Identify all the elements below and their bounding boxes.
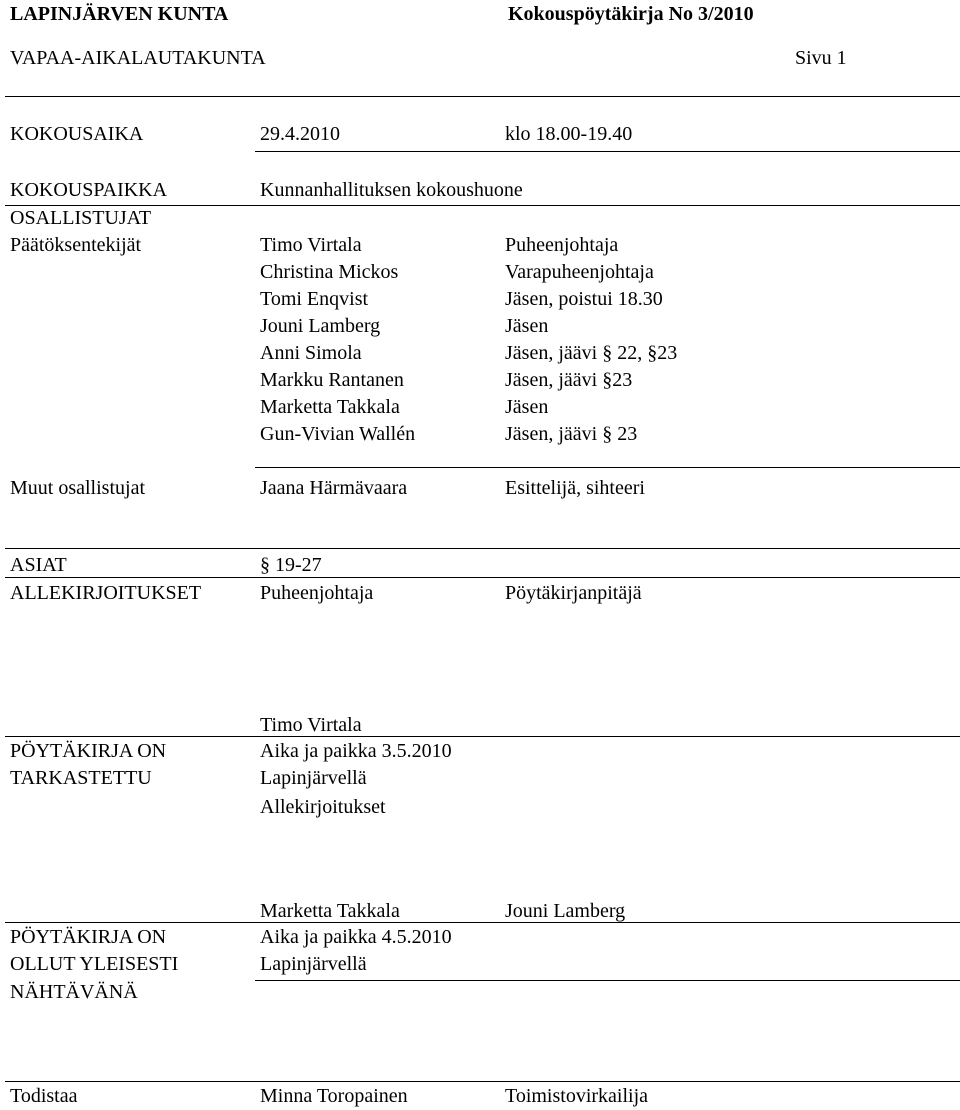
public-label-line2: OLLUT YLEISESTI xyxy=(10,953,179,975)
meeting-place: Kunnanhallituksen kokoushuone xyxy=(260,179,523,201)
checked-date: Aika ja paikka 3.5.2010 xyxy=(260,740,452,762)
certifier-title: Toimistovirkailija xyxy=(505,1085,649,1107)
chair-signature-title: Puheenjohtaja xyxy=(260,582,374,604)
checked-label-line1: PÖYTÄKIRJA ON xyxy=(10,740,167,762)
matters-value: § 19-27 xyxy=(260,554,322,576)
decision-maker-name: Timo Virtala xyxy=(260,234,362,256)
public-label-line1: PÖYTÄKIRJA ON xyxy=(10,926,167,948)
meeting-time-label: KOKOUSAIKA xyxy=(10,123,144,145)
meeting-date: 29.4.2010 xyxy=(260,123,340,145)
chair-signature-name: Timo Virtala xyxy=(260,714,362,736)
municipality-name: LAPINJÄRVEN KUNTA xyxy=(10,3,229,25)
certify-rule xyxy=(5,1081,960,1082)
decision-maker-role: Jäsen xyxy=(505,315,549,337)
other-participant-role: Esittelijä, sihteeri xyxy=(505,477,645,499)
checker-name: Marketta Takkala xyxy=(260,900,400,922)
checked-signatures: Allekirjoitukset xyxy=(260,796,386,818)
public-date: Aika ja paikka 4.5.2010 xyxy=(260,926,452,948)
decision-maker-name: Markku Rantanen xyxy=(260,369,404,391)
matters-rule xyxy=(5,548,960,549)
matters-label: ASIAT xyxy=(10,554,67,576)
public-rule xyxy=(5,922,960,923)
decision-maker-role: Jäsen, jäävi § 22, §23 xyxy=(505,342,678,364)
page-number: Sivu 1 xyxy=(795,47,847,69)
public-place: Lapinjärvellä xyxy=(260,953,367,975)
decision-maker-role: Jäsen, jäävi §23 xyxy=(505,369,633,391)
decision-maker-name: Anni Simola xyxy=(260,342,362,364)
checked-place: Lapinjärvellä xyxy=(260,767,367,789)
decision-makers-label: Päätöksentekijät xyxy=(10,234,142,256)
checked-rule xyxy=(5,736,960,737)
other-participants-label: Muut osallistujat xyxy=(10,477,145,499)
decision-maker-name: Christina Mickos xyxy=(260,261,399,283)
decision-maker-name: Gun-Vivian Wallén xyxy=(260,423,416,445)
signatures-label: ALLEKIRJOITUKSET xyxy=(10,582,202,604)
public-place-rule xyxy=(255,980,960,981)
decision-maker-role: Jäsen, poistui 18.30 xyxy=(505,288,663,310)
certifier-name: Minna Toropainen xyxy=(260,1085,408,1107)
others-rule xyxy=(255,467,960,468)
keeper-signature-title: Pöytäkirjanpitäjä xyxy=(505,582,642,604)
decision-maker-name: Tomi Enqvist xyxy=(260,288,369,310)
decision-maker-role: Puheenjohtaja xyxy=(505,234,619,256)
decision-maker-role: Jäsen, jäävi § 23 xyxy=(505,423,638,445)
signatures-rule xyxy=(5,577,960,578)
checked-label-line2: TARKASTETTU xyxy=(10,767,152,789)
decision-maker-name: Jouni Lamberg xyxy=(260,315,381,337)
other-participant-name: Jaana Härmävaara xyxy=(260,477,408,499)
decision-maker-name: Marketta Takkala xyxy=(260,396,400,418)
decision-maker-role: Varapuheenjohtaja xyxy=(505,261,654,283)
header-rule xyxy=(5,96,960,97)
certify-label: Todistaa xyxy=(10,1085,78,1107)
checker-name: Jouni Lamberg xyxy=(505,900,626,922)
committee-name: VAPAA-AIKALAUTAKUNTA xyxy=(10,47,266,69)
meeting-place-label: KOKOUSPAIKKA xyxy=(10,179,168,201)
meeting-time: klo 18.00-19.40 xyxy=(505,123,633,145)
document-title: Kokouspöytäkirja No 3/2010 xyxy=(508,3,754,25)
public-label-line3: NÄHTÄVÄNÄ xyxy=(10,981,138,1003)
participants-label: OSALLISTUJAT xyxy=(10,207,152,229)
meeting-time-rule xyxy=(255,151,960,152)
decision-maker-role: Jäsen xyxy=(505,396,549,418)
